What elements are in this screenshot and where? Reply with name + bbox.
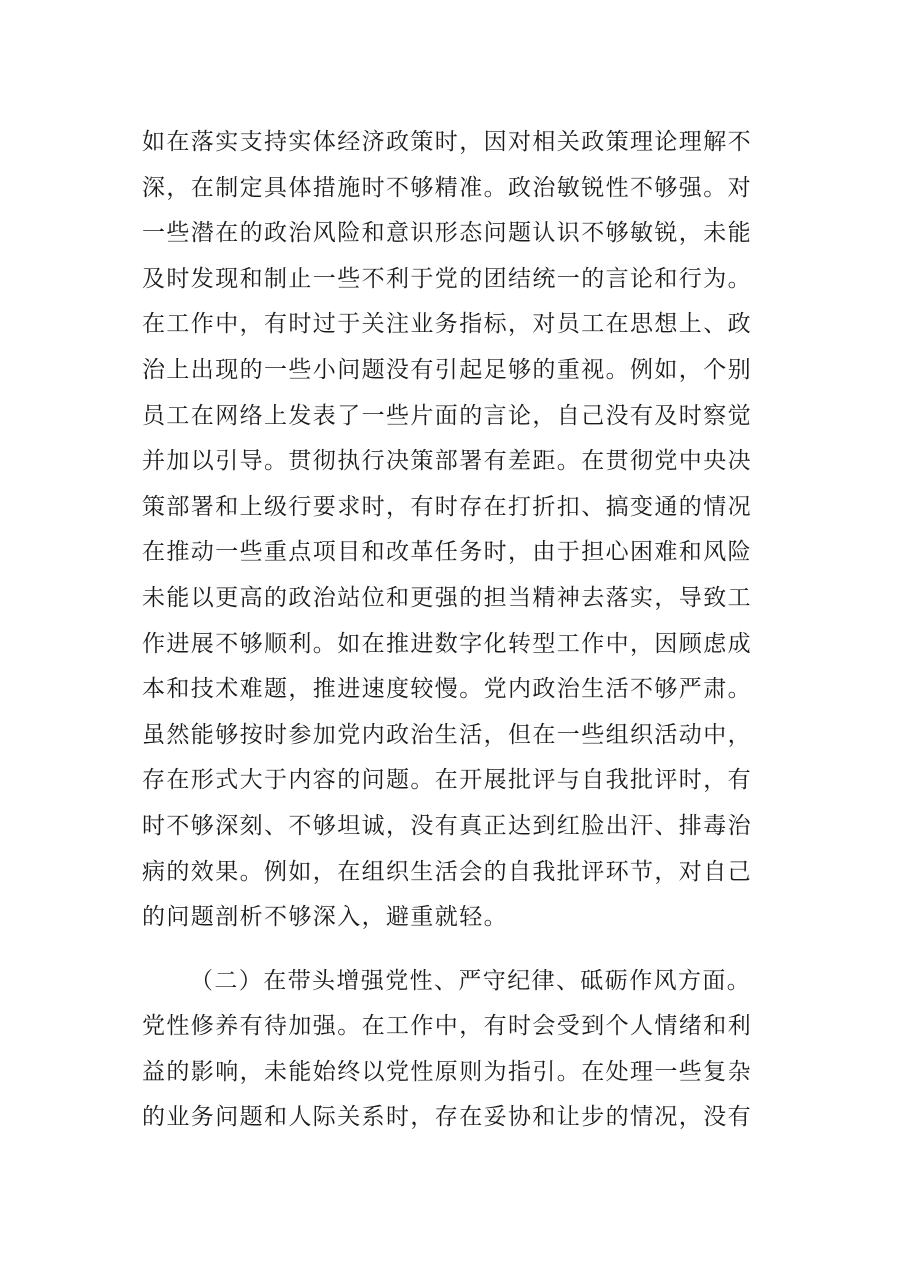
document-body [142, 120, 782, 1141]
text-line: 及时发现和制止一些不利于党的团结统一的言论和行为。 [142, 265, 752, 292]
text-line: 本和技术难题，推进速度较慢。党内政治生活不够严肃。 [142, 676, 752, 703]
text-line: 深，在制定具体措施时不够精准。政治敏锐性不够强。对 [142, 174, 752, 201]
text-line: 益的影响，未能始终以党性原则为指引。在处理一些复杂 [142, 1058, 752, 1085]
text-line: 的业务问题和人际关系时，存在妥协和让步的情况，没有 [142, 1104, 752, 1131]
text-line: 病的效果。例如，在组织生活会的自我批评环节，对自己 [142, 858, 752, 885]
paragraph-2 [142, 959, 782, 1141]
text-line: 一些潜在的政治风险和意识形态问题认识不够敏锐，未能 [142, 220, 752, 247]
text-line: 作进展不够顺利。如在推进数字化转型工作中，因顾虑成 [142, 630, 752, 657]
text-line: 存在形式大于内容的问题。在开展批评与自我批评时，有 [142, 767, 752, 794]
text-line: 在工作中，有时过于关注业务指标，对员工在思想上、政 [142, 311, 752, 338]
paragraph-1 [142, 120, 782, 941]
text-line: 在推动一些重点项目和改革任务时，由于担心困难和风险 [142, 539, 752, 566]
text-line: 员工在网络上发表了一些片面的言论，自己没有及时察觉 [142, 402, 752, 429]
text-line: 如在落实支持实体经济政策时，因对相关政策理论理解不 [142, 129, 752, 155]
paragraph-spacer [142, 941, 782, 959]
text-line: 策部署和上级行要求时，有时存在打折扣、搞变通的情况 [142, 493, 752, 520]
text-line: 时不够深刻、不够坦诚，没有真正达到红脸出汗、排毒治 [142, 812, 752, 839]
section-heading-line: （二）在带头增强党性、严守纪律、砥砺作风方面。 [190, 967, 752, 994]
text-line: 的问题剖析不够深入，避重就轻。 [142, 904, 508, 931]
text-line: 并加以引导。贯彻执行决策部署有差距。在贯彻党中央决 [142, 448, 752, 475]
text-line: 治上出现的一些小问题没有引起足够的重视。例如，个别 [142, 356, 752, 383]
text-line: 未能以更高的政治站位和更强的担当精神去落实，导致工 [142, 584, 752, 611]
text-line: 党性修养有待加强。在工作中，有时会受到个人情绪和利 [142, 1013, 752, 1040]
text-line: 虽然能够按时参加党内政治生活，但在一些组织活动中， [142, 721, 752, 748]
